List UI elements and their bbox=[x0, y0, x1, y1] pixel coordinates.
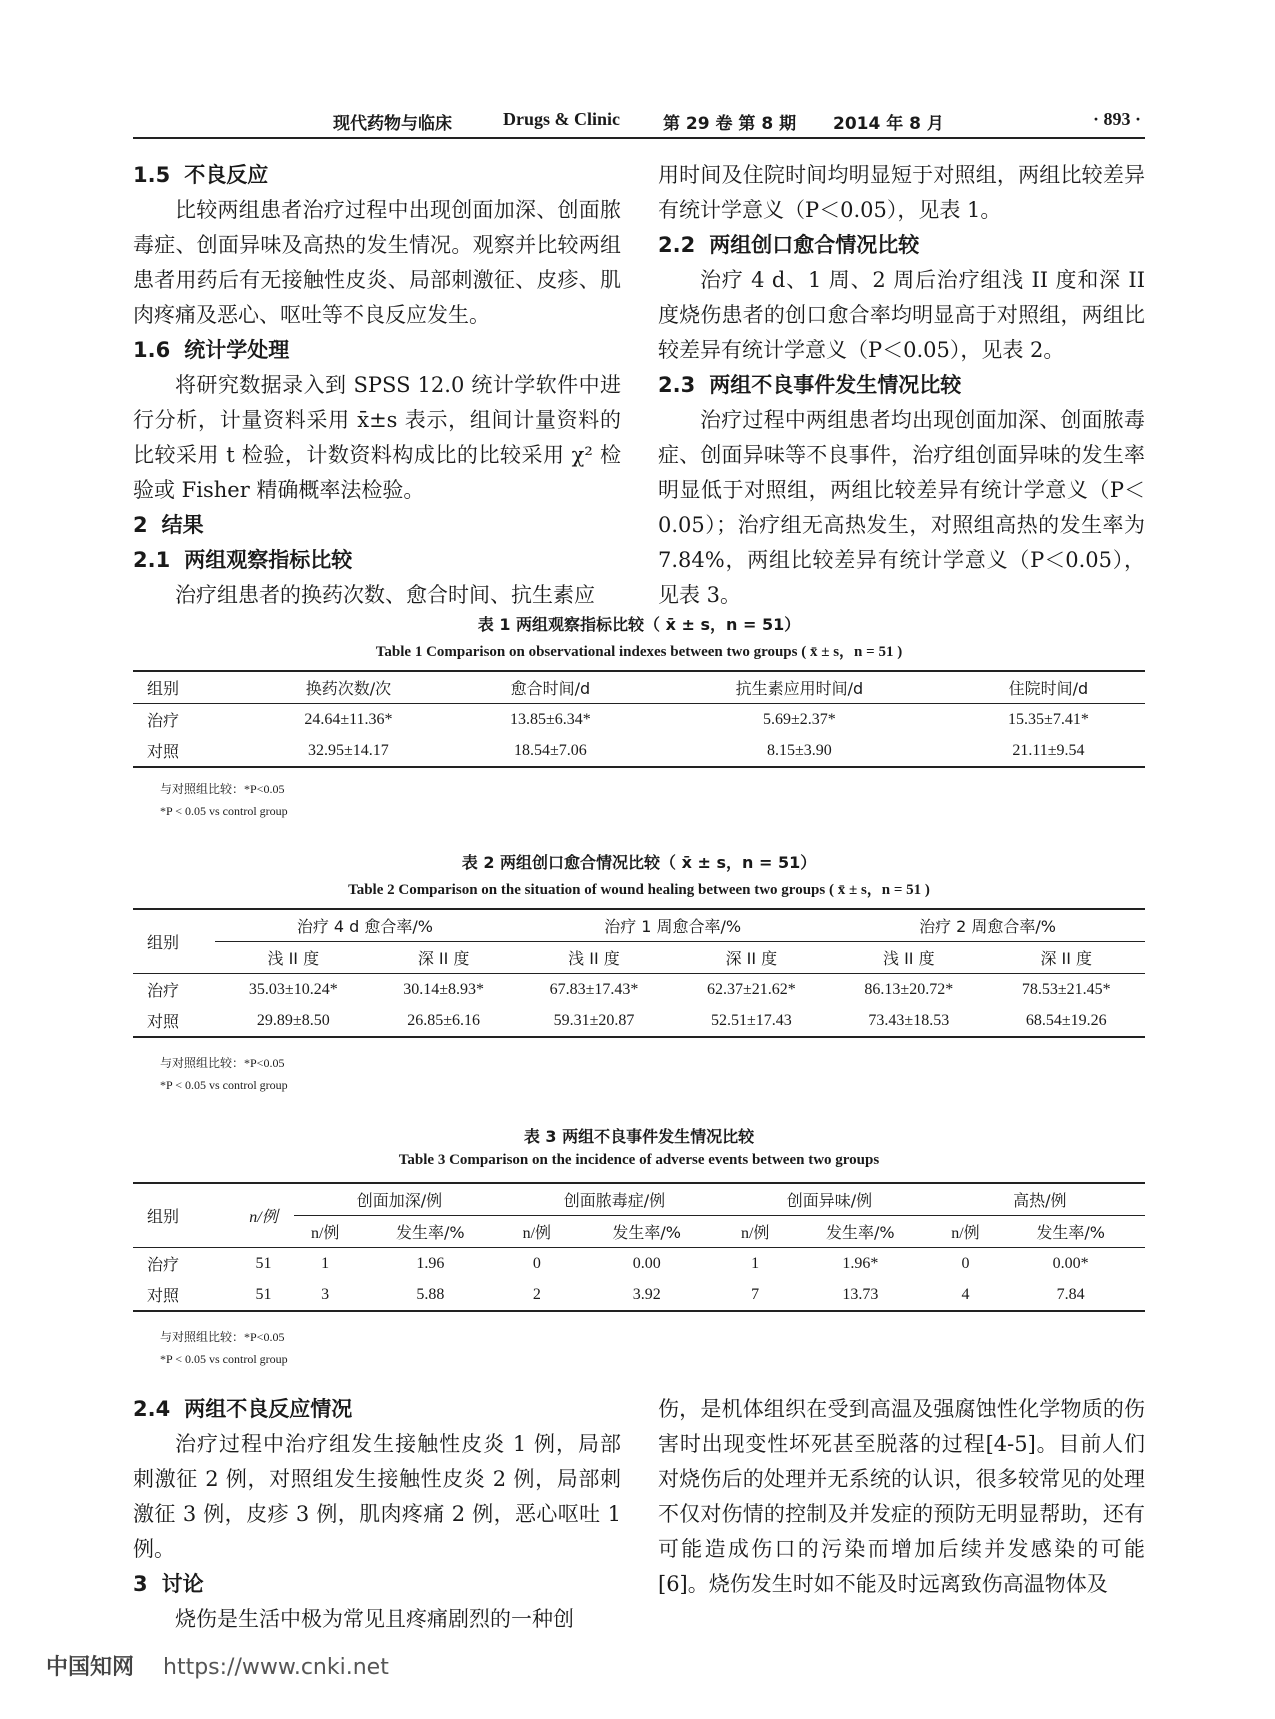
paragraph: 治疗 4 d、1 周、2 周后治疗组浅 II 度和深 II 度烧伤患者的创口愈合率均明显高于对照组，两组比较差异有统计学意义（P＜0.05），见表 2。 bbox=[658, 268, 1145, 362]
table-header: 创面脓毒症/例 bbox=[505, 1183, 725, 1216]
table-header: 创面异味/例 bbox=[724, 1183, 934, 1216]
section-heading: 1.5 不良反应 bbox=[133, 163, 269, 187]
table-header: 创面加深/例 bbox=[294, 1183, 504, 1216]
table-header: 组别 bbox=[133, 671, 243, 704]
paragraph: 比较两组患者治疗过程中出现创面加深、创面脓毒症、创面异味及高热的发生情况。观察并比较两组患者用药后有无接触性皮炎、局部刺激征、皮疹、肌肉疼痛及恶心、呕吐等不良反应发生。 bbox=[133, 198, 621, 327]
table-subheader: n/例 bbox=[740, 1225, 770, 1242]
table-header: 组别 bbox=[133, 1183, 233, 1248]
paragraph: 治疗组患者的换药次数、愈合时间、抗生素应 bbox=[175, 583, 595, 607]
table2-caption-en: Table 2 Comparison on the situation of wound healing between two groups ( x̄ ± s，n = 51 ) bbox=[348, 882, 930, 898]
table-subheader: 浅 II 度 bbox=[267, 949, 320, 968]
issue-date: 2014 年 8 月 bbox=[833, 114, 944, 134]
paragraph: 将研究数据录入到 SPSS 12.0 统计学软件中进行分析，计量资料采用 x̄±s 表示，组间计量资料的比较采用 t 检验，计数资料构成比的比较采用 χ² 检验或 Fisher 精确概率法检验。 bbox=[133, 373, 621, 502]
table3-caption-cn: 表 3 两组不良事件发生情况比较 bbox=[523, 1127, 755, 1146]
table-header: 抗生素应用时间/d bbox=[647, 671, 952, 704]
footnote-en: *P < 0.05 vs control group bbox=[160, 1078, 288, 1092]
paragraph: 用时间及住院时间均明显短于对照组，两组比较差异有统计学意义（P＜0.05），见表 1。 bbox=[658, 163, 1145, 222]
table-header: 住院时间/d bbox=[952, 671, 1145, 704]
paragraph: 伤，是机体组织在受到高温及强腐蚀性化学物质的伤害时出现变性坏死甚至脱落的过程[4-5]。目前人们对烧伤后的处理并无系统的认识，很多较常见的处理不仅对伤情的控制及并发症的预防无明显帮助，还有可能造成伤口的污染而增加后续并发感染的可能[6]。烧伤发生时如不能及时远离致伤高温物体及 bbox=[658, 1397, 1145, 1596]
table-subheader: 发生率/% bbox=[396, 1223, 465, 1242]
section-heading: 2.4 两组不良反应情况 bbox=[133, 1397, 353, 1421]
table-subheader: 深 II 度 bbox=[1040, 949, 1093, 968]
table1-caption-cn: 表 1 两组观察指标比较（ x̄ ± s，n = 51） bbox=[477, 615, 801, 634]
table-subheader: 发生率/% bbox=[612, 1223, 681, 1242]
table3 bbox=[133, 1182, 1145, 1312]
table-subheader: 深 II 度 bbox=[417, 949, 470, 968]
section-heading: 2.3 两组不良事件发生情况比较 bbox=[658, 373, 962, 397]
table-subheader: n/例 bbox=[522, 1225, 552, 1242]
section-heading: 2.1 两组观察指标比较 bbox=[133, 548, 353, 572]
table2-notes bbox=[160, 1052, 288, 1096]
table1-notes bbox=[160, 778, 288, 822]
table-row: 对照 29.89±8.50 26.85±6.16 59.31±20.87 52.51±17.43 73.43±18.53 68.54±19.26 bbox=[133, 1005, 1145, 1037]
cnki-logo: 中国知网 bbox=[46, 1655, 135, 1680]
table-header: 治疗 4 d 愈合率/% bbox=[215, 909, 516, 942]
table1 bbox=[133, 670, 1145, 768]
table-header: n/例 bbox=[233, 1183, 295, 1248]
footnote-cn: 与对照组比较：*P<0.05 bbox=[160, 1056, 285, 1070]
table-header: 治疗 1 周愈合率/% bbox=[515, 909, 830, 942]
table-subheader: 发生率/% bbox=[826, 1223, 895, 1242]
paragraph: 烧伤是生活中极为常见且疼痛剧烈的一种创 bbox=[175, 1607, 574, 1631]
table2-caption-cn: 表 2 两组创口愈合情况比较（ x̄ ± s，n = 51） bbox=[461, 853, 817, 872]
table-subheader: 浅 II 度 bbox=[568, 949, 620, 968]
running-header bbox=[133, 103, 1145, 139]
table-subheader: 深 II 度 bbox=[725, 949, 778, 968]
table-row: 治疗 24.64±11.36* 13.85±6.34* 5.69±2.37* 15.35±7.41* bbox=[133, 704, 1145, 736]
table-header: 组别 bbox=[133, 909, 215, 974]
right-column-bottom bbox=[658, 1392, 1145, 1602]
right-column-top bbox=[658, 158, 1145, 613]
paragraph: 治疗过程中两组患者均出现创面加深、创面脓毒症、创面异味等不良事件，治疗组创面异味的发生率明显低于对照组，两组比较差异有统计学意义（P＜0.05）；治疗组无高热发生，对照组高热的发生率为 7.84%，两组比较差异有统计学意义（P＜0.05），见表 3。 bbox=[658, 408, 1145, 607]
footnote-cn: 与对照组比较：*P<0.05 bbox=[160, 782, 285, 796]
journal-name-en: Drugs & Clinic bbox=[503, 109, 620, 129]
paragraph: 治疗过程中治疗组发生接触性皮炎 1 例，局部刺激征 2 例，对照组发生接触性皮炎 2 例，局部刺激征 3 例，皮疹 3 例，肌肉疼痛 2 例，恶心呕吐 1 例。 bbox=[133, 1432, 621, 1561]
left-column-bottom bbox=[133, 1392, 621, 1637]
section-heading: 3 讨论 bbox=[133, 1572, 204, 1596]
table-row: 对照 32.95±14.17 18.54±7.06 8.15±3.90 21.11±9.54 bbox=[133, 735, 1145, 767]
table-row: 治疗 35.03±10.24* 30.14±8.93* 67.83±17.43* 62.37±21.62* 86.13±20.72* 78.53±21.45* bbox=[133, 974, 1145, 1006]
watermark-footer bbox=[46, 1650, 389, 1681]
table-header: 治疗 2 周愈合率/% bbox=[830, 909, 1145, 942]
table3-caption-en: Table 3 Comparison on the incidence of adverse events between two groups bbox=[398, 1152, 880, 1168]
table-header: 换药次数/次 bbox=[243, 671, 454, 704]
journal-name-cn: 现代药物与临床 bbox=[333, 114, 452, 134]
table-row: 对照 51 3 5.88 2 3.92 7 13.73 4 7.84 bbox=[133, 1279, 1145, 1311]
cnki-url: https://www.cnki.net bbox=[163, 1655, 389, 1680]
table-subheader: n/例 bbox=[951, 1225, 980, 1242]
table-header: 愈合时间/d bbox=[454, 671, 647, 704]
section-heading: 2 结果 bbox=[133, 513, 204, 537]
table-subheader: n/例 bbox=[310, 1225, 340, 1242]
table2 bbox=[133, 908, 1145, 1038]
section-heading: 2.2 两组创口愈合情况比较 bbox=[658, 233, 920, 257]
table3-notes bbox=[160, 1326, 288, 1370]
volume-issue: 第 29 卷 第 8 期 bbox=[663, 114, 797, 134]
table1-caption-en: Table 1 Comparison on observational indexes between two groups ( x̄ ± s，n = 51 ) bbox=[375, 644, 903, 660]
left-column-top bbox=[133, 158, 621, 613]
footnote-en: *P < 0.05 vs control group bbox=[160, 1352, 288, 1366]
section-heading: 1.6 统计学处理 bbox=[133, 338, 290, 362]
table-row: 治疗 51 1 1.96 0 0.00 1 1.96* 0 0.00* bbox=[133, 1248, 1145, 1280]
table-subheader: 发生率/% bbox=[1036, 1223, 1105, 1242]
table-subheader: 浅 II 度 bbox=[882, 949, 935, 968]
footnote-cn: 与对照组比较：*P<0.05 bbox=[160, 1330, 285, 1344]
footnote-en: *P < 0.05 vs control group bbox=[160, 804, 288, 818]
table-header: 高热/例 bbox=[935, 1183, 1145, 1216]
page-number: · 893 · bbox=[1092, 109, 1141, 129]
